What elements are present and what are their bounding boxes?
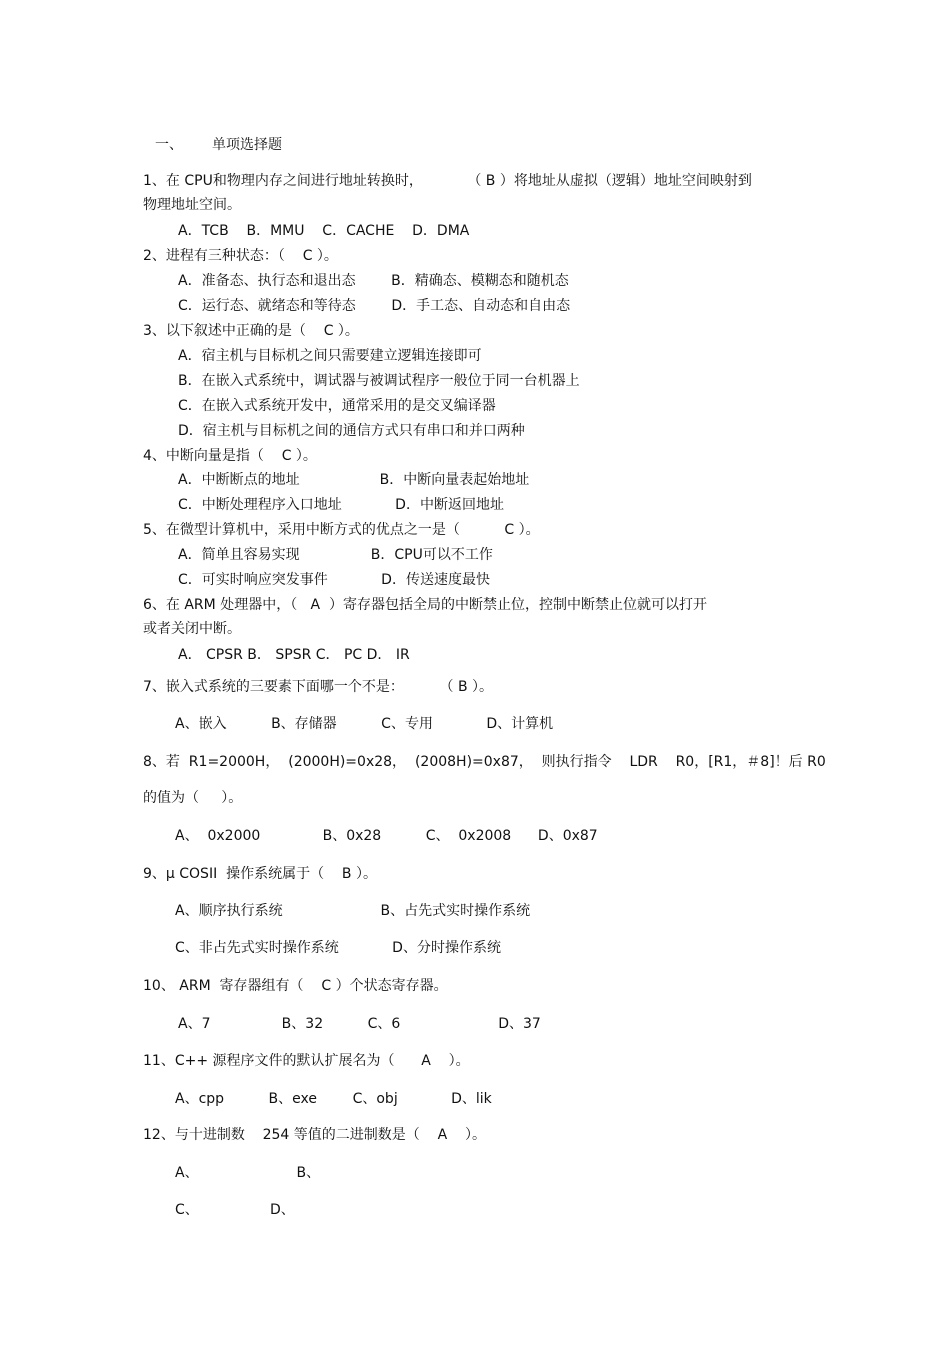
section-number: 一、 [155, 137, 183, 153]
q9-stem: 9、μ COSII 操作系统属于（ B ）。 [143, 866, 377, 882]
q3-option-a: A．宿主机与目标机之间只需要建立逻辑连接即可 [178, 348, 482, 364]
q9-options-ab: A、顺序执行系统 B、占先式实时操作系统 [175, 903, 531, 919]
q3-stem: 3、以下叙述中正确的是（ C ）。 [143, 323, 359, 339]
q6-stem-line2: 或者关闭中断。 [143, 621, 241, 637]
q10-options: A、7 B、32 C、6 D、37 [178, 1016, 541, 1032]
q10-stem: 10、 ARM 寄存器组有（ C ）个状态寄存器。 [143, 978, 448, 994]
q9-options-cd: C、非占先式实时操作系统 D、分时操作系统 [175, 940, 501, 956]
q12-options-cd: C、 D、 [175, 1202, 295, 1218]
q7-stem: 7、嵌入式系统的三要素下面哪一个不是： （ B ）。 [143, 679, 494, 695]
q12-options-ab: A、 B、 [175, 1165, 321, 1181]
q5-options-ab: A．简单且容易实现 B．CPU可以不工作 [178, 547, 493, 563]
q4-stem: 4、中断向量是指（ C ）。 [143, 448, 317, 464]
q8-options: A、 0x2000 B、0x28 C、 0x2008 D、0x87 [175, 828, 598, 844]
q11-options: A、cpp B、exe C、obj D、lik [175, 1091, 492, 1107]
q3-option-b: B．在嵌入式系统中，调试器与被调试程序一般位于同一台机器上 [178, 373, 580, 389]
q1-stem-line1: 1、在 CPU和物理内存之间进行地址转换时， （ B ）将地址从虚拟（逻辑）地址空间映射到 [143, 173, 752, 189]
q1-stem-line2: 物理地址空间。 [143, 197, 241, 213]
q11-stem: 11、C++ 源程序文件的默认扩展名为（ A ）。 [143, 1053, 470, 1069]
q3-option-d: D．宿主机与目标机之间的通信方式只有串口和并口两种 [178, 423, 525, 439]
q2-options-ab: A．准备态、执行态和退出态 B．精确态、模糊态和随机态 [178, 273, 569, 289]
q12-stem: 12、与十进制数 254 等值的二进制数是（ A ）。 [143, 1127, 486, 1143]
q2-options-cd: C．运行态、就绪态和等待态 D．手工态、自动态和自由态 [178, 298, 571, 314]
q1-options: A．TCB B．MMU C．CACHE D．DMA [178, 223, 470, 239]
q3-option-c: C．在嵌入式系统开发中，通常采用的是交叉编译器 [178, 398, 496, 414]
q8-stem-line1: 8、若 R1=2000H， (2000H)=0x28， (2008H)=0x87， 则执行指令 LDR R0，[R1，＃8]！后 R0 [143, 754, 826, 770]
q2-stem: 2、进程有三种状态：（ C ）。 [143, 248, 338, 264]
q8-stem-line2: 的值为（ ）。 [143, 790, 243, 806]
section-title: 单项选择题 [212, 137, 282, 153]
q5-options-cd: C．可实时响应突发事件 D．传送速度最快 [178, 572, 490, 588]
q4-options-ab: A．中断断点的地址 B．中断向量表起始地址 [178, 472, 530, 488]
q6-options: A． CPSR B． SPSR C． PC D． IR [178, 647, 410, 663]
q6-stem-line1: 6、在 ARM 处理器中，（ A ）寄存器包括全局的中断禁止位，控制中断禁止位就可以打开 [143, 597, 708, 613]
q5-stem: 5、在微型计算机中，采用中断方式的优点之一是（ C ）。 [143, 522, 540, 538]
q7-options: A、嵌入 B、存储器 C、专用 D、计算机 [175, 716, 554, 732]
q4-options-cd: C．中断处理程序入口地址 D．中断返回地址 [178, 497, 504, 513]
